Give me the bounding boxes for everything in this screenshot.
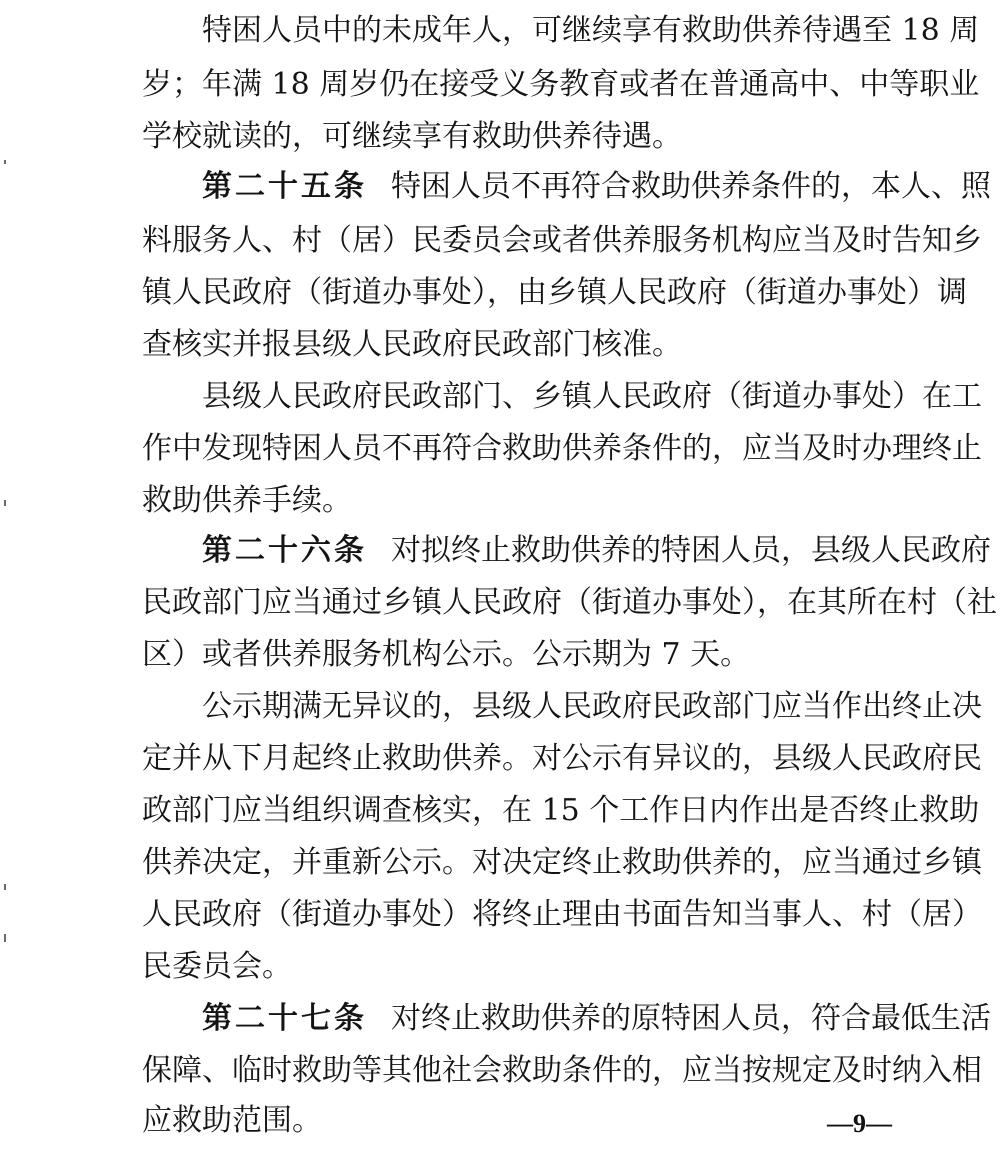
text-line: 民政部门应当通过乡镇人民政府（街道办事处），在其所在村（社 [142, 585, 997, 620]
scan-mark [4, 884, 6, 890]
text-line: 供养决定，并重新公示。对决定终止救助供养的，应当通过乡镇 [142, 845, 982, 880]
article-label: 第二十六条 [202, 533, 367, 568]
text-line: 查核实并报县级人民政府民政部门核准。 [142, 327, 682, 362]
text-line: 镇人民政府（街道办事处），由乡镇人民政府（街道办事处）调 [142, 275, 967, 310]
article-26-first-line: 第二十六条 对拟终止救助供养的特困人员，县级人民政府 [202, 533, 991, 568]
text-line: 保障、临时救助等其他社会救助条件的，应当按规定及时纳入相 [142, 1053, 982, 1088]
article-label: 第二十七条 [202, 1001, 367, 1036]
article-25-first-line: 第二十五条 特困人员不再符合救助供养条件的，本人、照 [202, 169, 991, 204]
text-line: 料服务人、村（居）民委员会或者供养服务机构应当及时告知乡 [142, 223, 982, 258]
text-line: 救助供养手续。 [142, 483, 352, 518]
article-label: 第二十五条 [202, 169, 367, 204]
scan-mark [4, 934, 6, 942]
text-line: 定并从下月起终止救助供养。对公示有异议的，县级人民政府民 [142, 741, 982, 776]
text-line: 应救助范围。 [142, 1103, 322, 1138]
text-line: 人民政府（街道办事处）将终止理由书面告知当事人、村（居） [142, 897, 982, 932]
text-line: 学校就读的，可继续享有救助供养待遇。 [142, 119, 682, 154]
article-27-first-line: 第二十七条 对终止救助供养的原特困人员，符合最低生活 [202, 1001, 991, 1036]
scan-mark [4, 500, 6, 506]
text-line: 政部门应当组织调查核实，在 15 个工作日内作出是否终止救助 [142, 793, 980, 828]
text-line: 公示期满无异议的，县级人民政府民政部门应当作出终止决 [202, 689, 982, 724]
text-line: 作中发现特困人员不再符合救助供养条件的，应当及时办理终止 [142, 431, 982, 466]
text-line: 区）或者供养服务机构公示。公示期为 7 天。 [142, 637, 751, 672]
text-line: 县级人民政府民政部门、乡镇人民政府（街道办事处）在工 [202, 379, 982, 414]
text-line: 民委员会。 [142, 949, 292, 984]
scan-mark [4, 160, 6, 164]
text-line: 特困人员中的未成年人，可继续享有救助供养待遇至 18 周 [202, 13, 980, 48]
text-line: 岁；年满 18 周岁仍在接受义务教育或者在普通高中、中等职业 [142, 67, 980, 102]
page-number: —9— [827, 1109, 892, 1138]
